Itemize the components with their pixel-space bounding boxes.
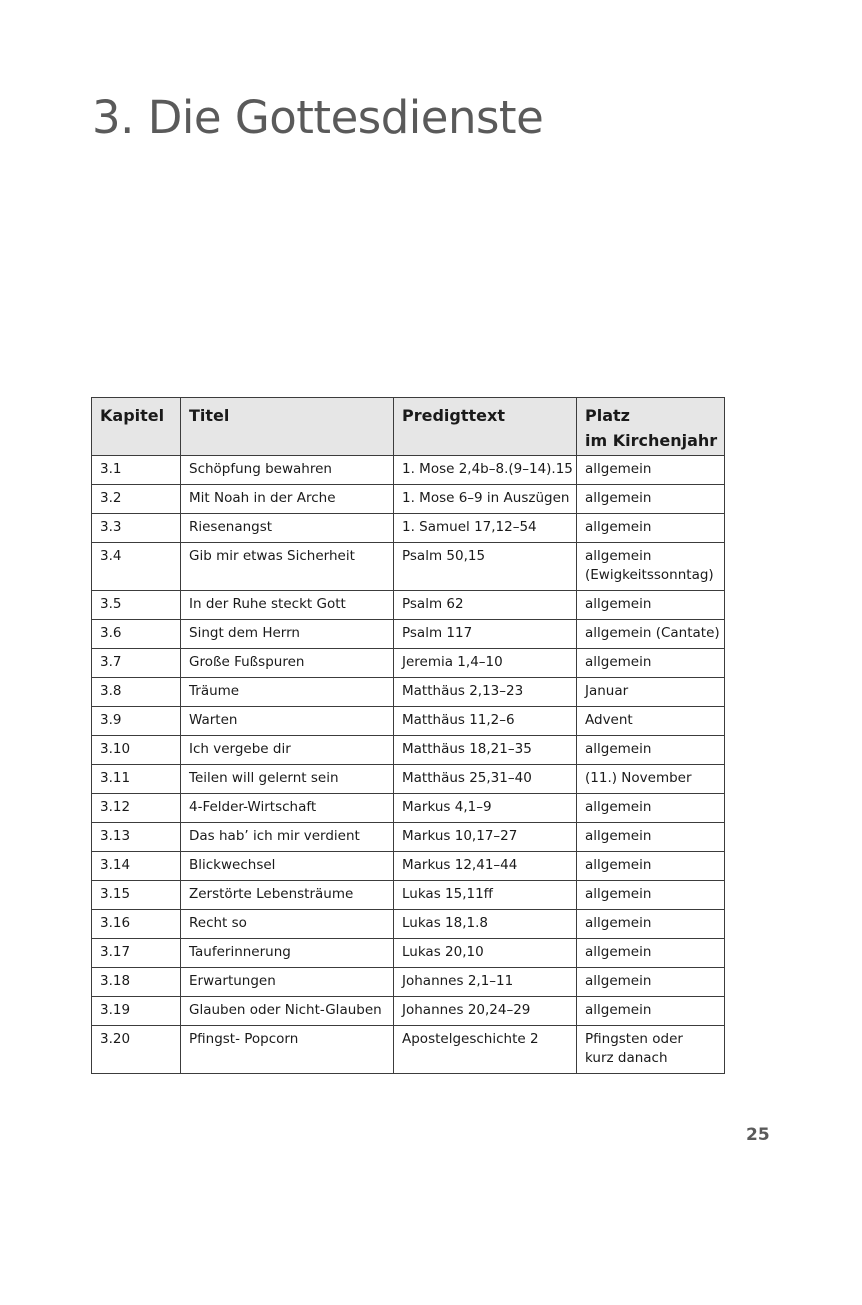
cell-sermon-text: Lukas 20,10 xyxy=(394,939,577,968)
cell-place: allgemein xyxy=(577,649,725,678)
cell-sermon-text: Lukas 18,1.8 xyxy=(394,910,577,939)
table-row xyxy=(92,794,725,823)
cell-title: In der Ruhe steckt Gott xyxy=(181,591,394,620)
cell-sermon-text: Johannes 2,1–11 xyxy=(394,968,577,997)
cell-chapter: 3.3 xyxy=(92,514,181,543)
table-row xyxy=(92,823,725,852)
cell-chapter: 3.14 xyxy=(92,852,181,881)
cell-title: Schöpfung bewahren xyxy=(181,456,394,485)
cell-title: Erwartungen xyxy=(181,968,394,997)
cell-chapter: 3.7 xyxy=(92,649,181,678)
cell-place: allgemein xyxy=(577,456,725,485)
cell-title: Riesenangst xyxy=(181,514,394,543)
cell-title: Warten xyxy=(181,707,394,736)
cell-place: allgemein xyxy=(577,823,725,852)
cell-place xyxy=(577,543,725,591)
table-header xyxy=(92,398,725,456)
cell-place: allgemein xyxy=(577,794,725,823)
cell-chapter: 3.1 xyxy=(92,456,181,485)
cell-sermon-text: Markus 10,17–27 xyxy=(394,823,577,852)
cell-place: allgemein xyxy=(577,910,725,939)
cell-title: Tauferinnerung xyxy=(181,939,394,968)
header-chapter: Kapitel xyxy=(92,398,181,456)
cell-title: Ich vergebe dir xyxy=(181,736,394,765)
cell-chapter: 3.8 xyxy=(92,678,181,707)
cell-title: 4-Felder-Wirtschaft xyxy=(181,794,394,823)
cell-chapter: 3.15 xyxy=(92,881,181,910)
cell-chapter: 3.20 xyxy=(92,1026,181,1074)
cell-title: Blickwechsel xyxy=(181,852,394,881)
cell-title: Glauben oder Nicht-Glauben xyxy=(181,997,394,1026)
cell-title: Gib mir etwas Sicherheit xyxy=(181,543,394,591)
table-row xyxy=(92,543,725,591)
cell-place: (11.) November xyxy=(577,765,725,794)
table-row xyxy=(92,997,725,1026)
cell-sermon-text: Markus 12,41–44 xyxy=(394,852,577,881)
table-row xyxy=(92,514,725,543)
cell-title: Recht so xyxy=(181,910,394,939)
cell-title: Große Fußspuren xyxy=(181,649,394,678)
cell-chapter: 3.6 xyxy=(92,620,181,649)
cell-title: Teilen will gelernt sein xyxy=(181,765,394,794)
cell-place: Advent xyxy=(577,707,725,736)
cell-sermon-text: Psalm 50,15 xyxy=(394,543,577,591)
header-row xyxy=(92,398,725,456)
cell-chapter: 3.9 xyxy=(92,707,181,736)
table-row xyxy=(92,485,725,514)
cell-sermon-text: Psalm 62 xyxy=(394,591,577,620)
cell-place: allgemein xyxy=(577,852,725,881)
cell-sermon-text: Jeremia 1,4–10 xyxy=(394,649,577,678)
header-place-line-1: Platz xyxy=(585,406,630,425)
table-row xyxy=(92,765,725,794)
cell-place xyxy=(577,1026,725,1074)
cell-chapter: 3.5 xyxy=(92,591,181,620)
cell-place: allgemein xyxy=(577,591,725,620)
cell-sermon-text: Johannes 20,24–29 xyxy=(394,997,577,1026)
table-row xyxy=(92,649,725,678)
cell-chapter: 3.18 xyxy=(92,968,181,997)
cell-sermon-text: Matthäus 11,2–6 xyxy=(394,707,577,736)
cell-chapter: 3.19 xyxy=(92,997,181,1026)
cell-title: Träume xyxy=(181,678,394,707)
table-row xyxy=(92,881,725,910)
cell-place: allgemein xyxy=(577,881,725,910)
cell-place: allgemein xyxy=(577,997,725,1026)
cell-place: allgemein xyxy=(577,485,725,514)
cell-sermon-text: 1. Mose 2,4b–8.(9–14).15 xyxy=(394,456,577,485)
table-row xyxy=(92,620,725,649)
table-row xyxy=(92,456,725,485)
table-row xyxy=(92,591,725,620)
cell-place: allgemein xyxy=(577,736,725,765)
table-row xyxy=(92,678,725,707)
header-sermon-text: Predigttext xyxy=(394,398,577,456)
table-row xyxy=(92,852,725,881)
cell-sermon-text: Markus 4,1–9 xyxy=(394,794,577,823)
cell-place: allgemein xyxy=(577,968,725,997)
cell-sermon-text: Matthäus 2,13–23 xyxy=(394,678,577,707)
table-row xyxy=(92,939,725,968)
header-title: Titel xyxy=(181,398,394,456)
chapter-title: 3. Die Gottesdienste xyxy=(92,91,544,144)
cell-place-line-1: Pfingsten oder xyxy=(585,1031,683,1047)
cell-chapter: 3.4 xyxy=(92,543,181,591)
cell-place: allgemein (Cantate) xyxy=(577,620,725,649)
cell-title: Das hab’ ich mir verdient xyxy=(181,823,394,852)
cell-place-line-2: (Ewigkeitssonntag) xyxy=(585,567,714,583)
cell-chapter: 3.16 xyxy=(92,910,181,939)
cell-sermon-text: Matthäus 25,31–40 xyxy=(394,765,577,794)
table-row xyxy=(92,736,725,765)
table-row xyxy=(92,968,725,997)
page-number: 25 xyxy=(746,1125,770,1145)
cell-place: Januar xyxy=(577,678,725,707)
table-row xyxy=(92,910,725,939)
cell-place-line-1: allgemein xyxy=(585,548,652,564)
cell-chapter: 3.11 xyxy=(92,765,181,794)
cell-title: Zerstörte Lebensträume xyxy=(181,881,394,910)
chapter-overview-table xyxy=(91,397,725,1074)
cell-chapter: 3.12 xyxy=(92,794,181,823)
cell-sermon-text: Lukas 15,11ff xyxy=(394,881,577,910)
cell-place: allgemein xyxy=(577,939,725,968)
cell-chapter: 3.17 xyxy=(92,939,181,968)
header-place-line-2: im Kirchenjahr xyxy=(585,431,718,450)
cell-title: Mit Noah in der Arche xyxy=(181,485,394,514)
cell-title: Pfingst- Popcorn xyxy=(181,1026,394,1074)
header-place-in-church-year xyxy=(577,398,725,456)
cell-place: allgemein xyxy=(577,514,725,543)
table-row xyxy=(92,1026,725,1074)
cell-sermon-text: Apostelgeschichte 2 xyxy=(394,1026,577,1074)
cell-chapter: 3.13 xyxy=(92,823,181,852)
table-row xyxy=(92,707,725,736)
cell-sermon-text: Matthäus 18,21–35 xyxy=(394,736,577,765)
cell-place-line-2: kurz danach xyxy=(585,1050,668,1066)
cell-chapter: 3.10 xyxy=(92,736,181,765)
cell-sermon-text: 1. Samuel 17,12–54 xyxy=(394,514,577,543)
cell-title: Singt dem Herrn xyxy=(181,620,394,649)
table-body xyxy=(92,456,725,1074)
cell-sermon-text: Psalm 117 xyxy=(394,620,577,649)
cell-sermon-text: 1. Mose 6–9 in Auszügen xyxy=(394,485,577,514)
cell-chapter: 3.2 xyxy=(92,485,181,514)
